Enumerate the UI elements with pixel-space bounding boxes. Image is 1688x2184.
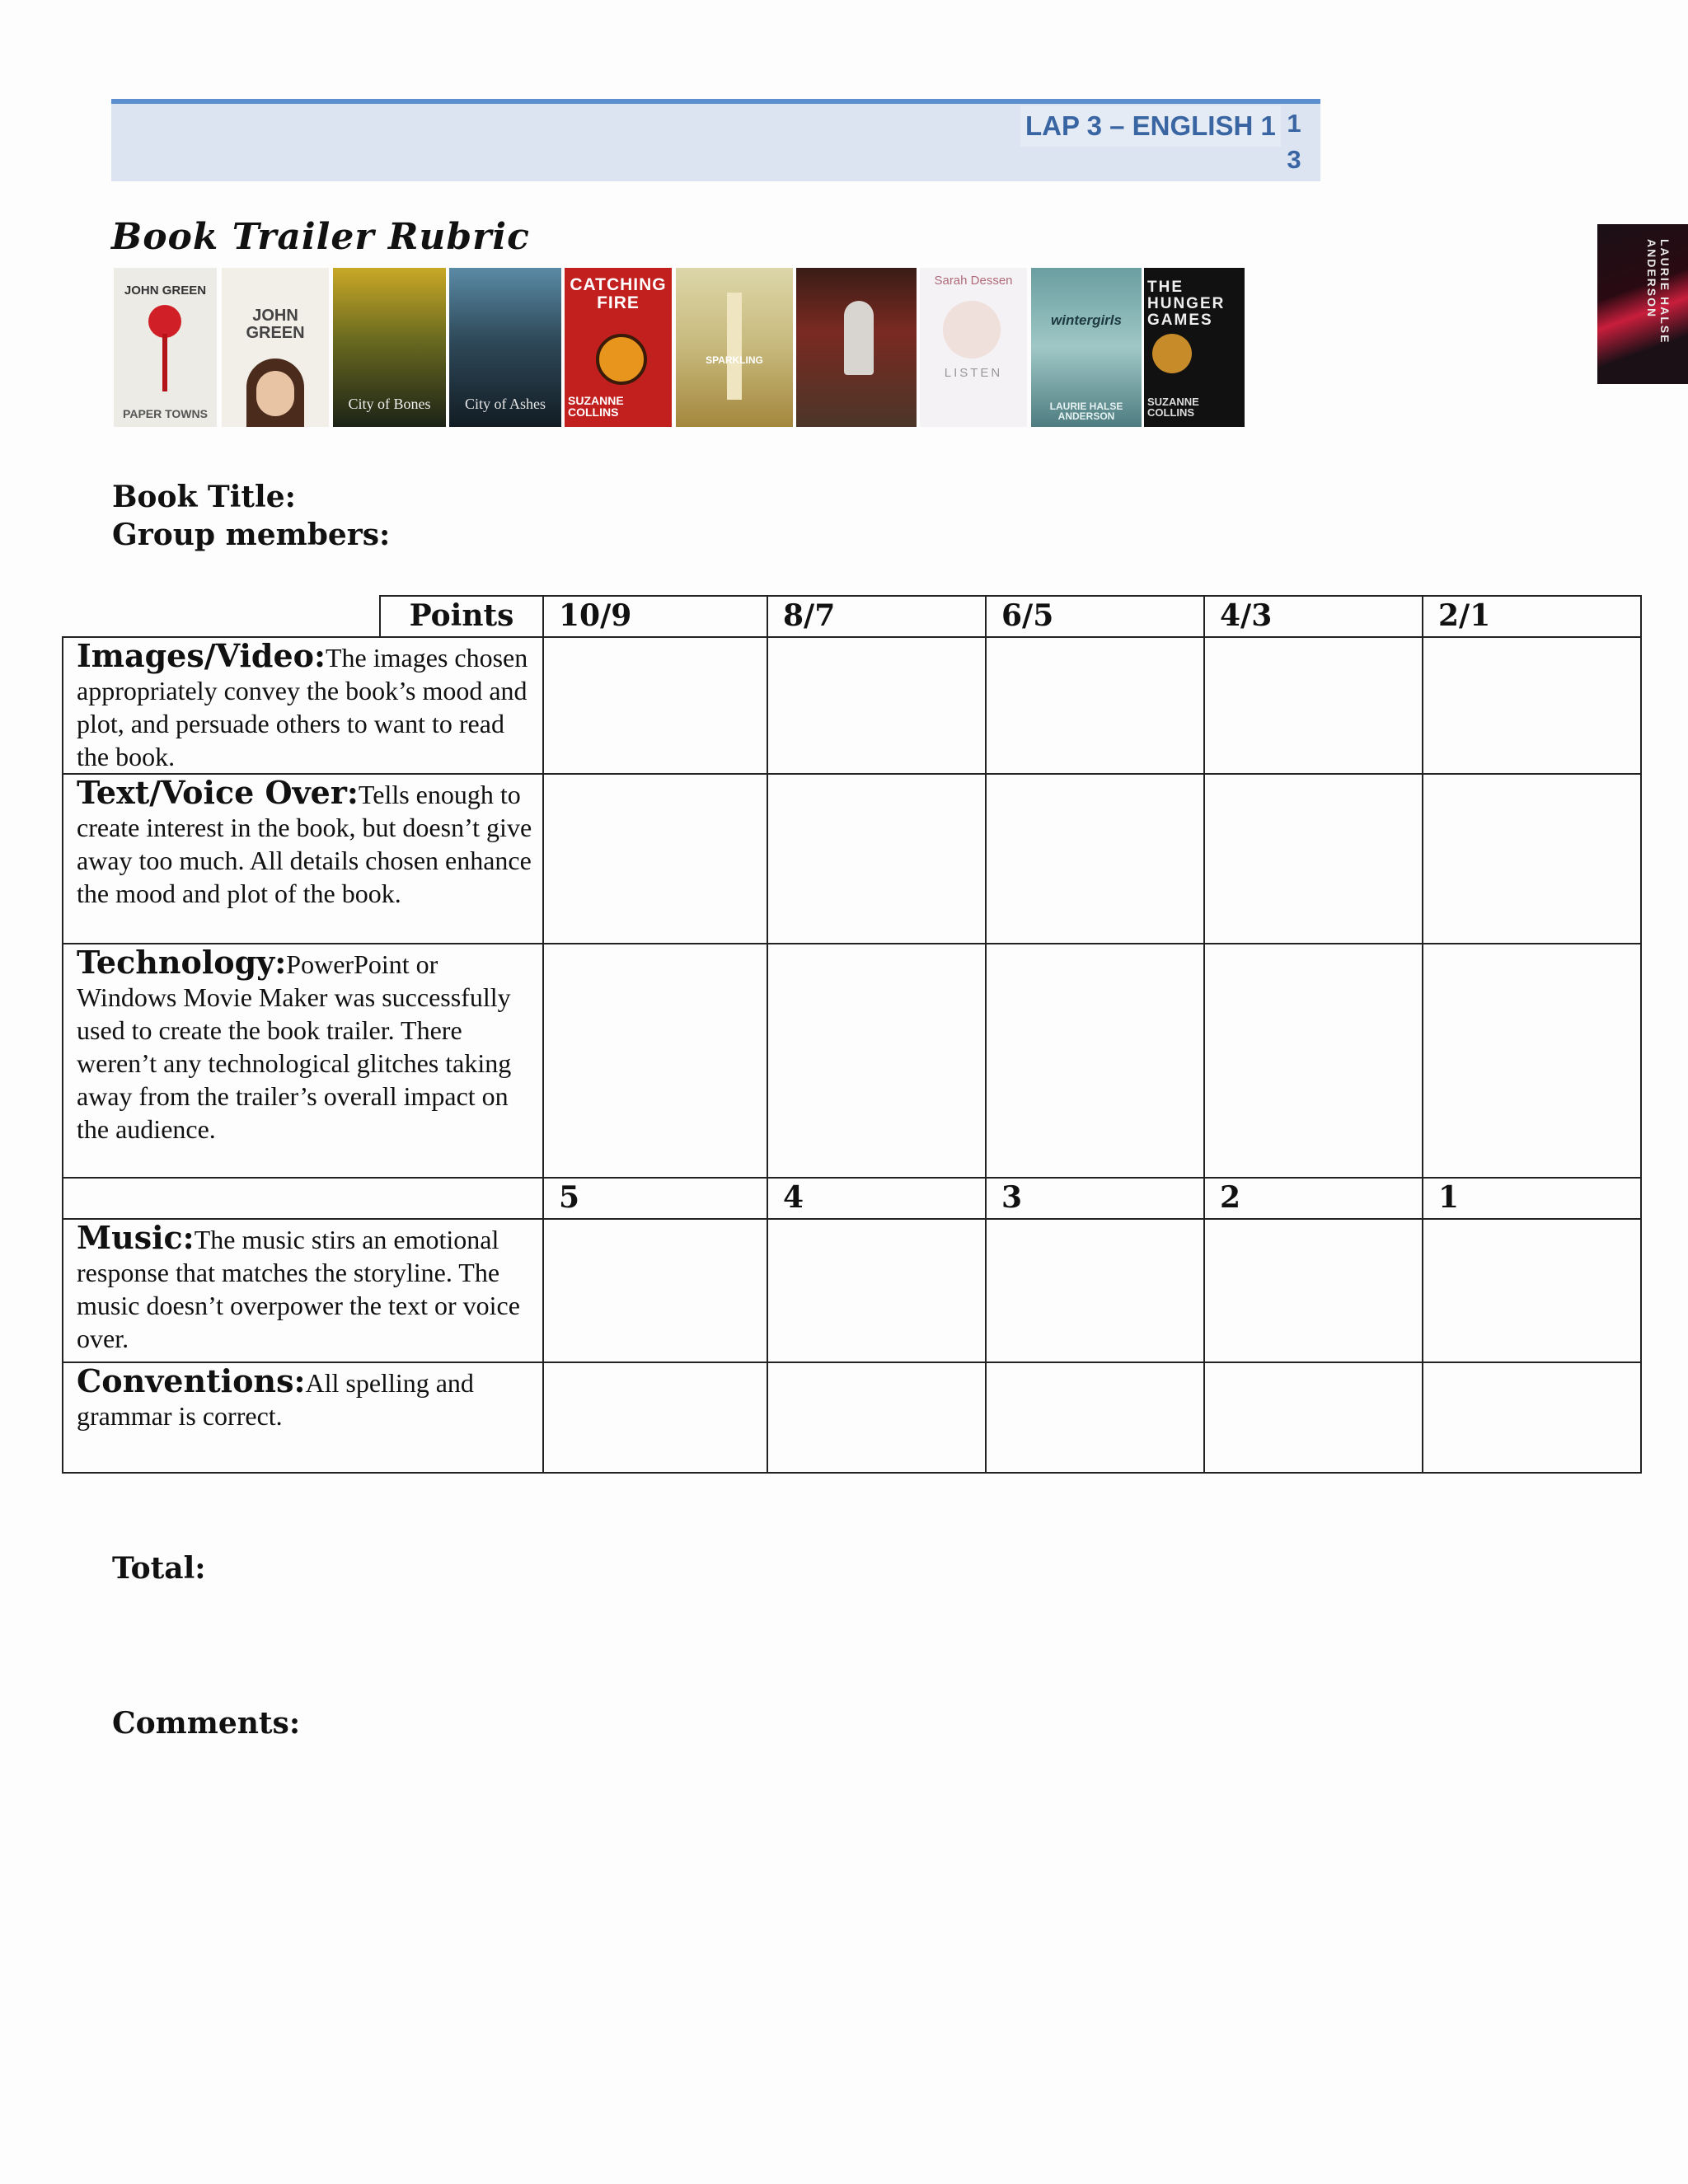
criterion-description: The music stirs an emotional response that matches the storyline. The music doesn’t overpower the text or voice over. — [77, 1225, 520, 1353]
score-cell[interactable] — [767, 1362, 986, 1473]
page-number-line-1: 1 — [1287, 109, 1301, 138]
score-cell[interactable] — [1423, 944, 1641, 1178]
book-cover-side — [1597, 224, 1688, 384]
cover-text: JOHN GREEN — [246, 307, 305, 342]
score-cell[interactable] — [767, 774, 986, 944]
score-cell[interactable] — [767, 944, 986, 1178]
criterion-name: Images/Video: — [77, 637, 326, 674]
score-cell[interactable] — [767, 637, 986, 774]
header-title: LAP 3 – ENGLISH 1 — [1020, 105, 1281, 147]
score-cell[interactable] — [543, 944, 767, 1178]
points-header: Points — [380, 596, 543, 637]
criterion-row — [63, 1362, 1641, 1473]
criterion-cell — [63, 1362, 543, 1473]
criterion-name: Conventions: — [77, 1362, 306, 1399]
blank-corner — [63, 596, 380, 637]
book-cover-city-of-bones — [333, 268, 446, 427]
comments-label: Comments: — [112, 1706, 301, 1741]
scale-subheader-row — [63, 1178, 1641, 1219]
cover-text: SPARKLING — [706, 354, 763, 366]
score-cell[interactable] — [543, 774, 767, 944]
score-cell[interactable] — [1423, 774, 1641, 944]
score-cell[interactable] — [767, 1219, 986, 1362]
book-cover-just-listen — [920, 268, 1027, 427]
score-cell[interactable] — [1204, 774, 1423, 944]
score-cell[interactable] — [543, 1362, 767, 1473]
scale-header: 4/3 — [1204, 596, 1423, 637]
score-cell[interactable] — [1204, 1362, 1423, 1473]
score-cell[interactable] — [986, 637, 1204, 774]
criterion-description: Tells enough to create interest in the book, but doesn’t give away too much. All details chosen enhance the mood and plot of the book. — [77, 780, 532, 908]
score-cell[interactable] — [986, 1219, 1204, 1362]
cover-text: SUZANNE COLLINS — [568, 393, 624, 419]
score-cell[interactable] — [986, 774, 1204, 944]
book-cover-swing — [796, 268, 917, 427]
criterion-description: All spelling and grammar is correct. — [77, 1368, 474, 1431]
scale-header: 6/5 — [986, 596, 1204, 637]
scale-header: 2 — [1204, 1178, 1423, 1219]
cover-text: wintergirls — [1051, 312, 1122, 328]
criterion-row — [63, 944, 1641, 1178]
criterion-row — [63, 637, 1641, 774]
score-cell[interactable] — [1204, 637, 1423, 774]
cover-text: City of Bones — [348, 396, 431, 413]
scale-header: 4 — [767, 1178, 986, 1219]
scale-header: 3 — [986, 1178, 1204, 1219]
criterion-row — [63, 1219, 1641, 1362]
book-cover-hunger-games — [1144, 268, 1245, 427]
criterion-cell — [63, 774, 543, 944]
book-title-label: Book Title: — [112, 480, 296, 514]
book-cover-katherines — [222, 268, 329, 427]
score-cell[interactable] — [986, 944, 1204, 1178]
criterion-description: The images chosen appropriately convey the book’s mood and plot, and persuade others to want to read the book. — [77, 643, 528, 771]
criterion-name: Technology: — [77, 944, 287, 981]
score-cell[interactable] — [1423, 1362, 1641, 1473]
score-cell[interactable] — [1204, 1219, 1423, 1362]
criterion-cell — [63, 637, 543, 774]
criterion-row — [63, 774, 1641, 944]
group-members-label: Group members: — [112, 518, 391, 552]
side-cover-text: LAURIE HALSE ANDERSON — [1645, 239, 1672, 344]
scale-header: 8/7 — [767, 596, 986, 637]
page-number — [1282, 105, 1306, 178]
scale-header-row — [63, 596, 1641, 637]
book-cover-city-of-ashes — [449, 268, 561, 427]
rubric-table — [62, 595, 1642, 1474]
cover-text: THE HUNGER GAMES — [1147, 279, 1226, 329]
scale-header: 10/9 — [543, 596, 767, 637]
page-number-line-2: 3 — [1287, 145, 1301, 174]
criterion-name: Music: — [77, 1219, 195, 1256]
score-cell[interactable] — [1204, 944, 1423, 1178]
book-cover-wintergirls — [1031, 268, 1142, 427]
scale-header: 5 — [543, 1178, 767, 1219]
cover-text: JOHN GREEN — [124, 284, 207, 298]
book-cover-paper-towns — [114, 268, 217, 427]
cover-text: SUZANNE COLLINS — [1147, 395, 1199, 419]
cover-text: PAPER TOWNS — [123, 407, 208, 421]
rubric-title: Book Trailer Rubric — [111, 216, 530, 258]
score-cell[interactable] — [1423, 1219, 1641, 1362]
criterion-cell — [63, 1219, 543, 1362]
criterion-name: Text/Voice Over: — [77, 774, 359, 811]
scale-header: 2/1 — [1423, 596, 1641, 637]
score-cell[interactable] — [1423, 637, 1641, 774]
cover-text: LISTEN — [944, 366, 1003, 380]
scale-header: 1 — [1423, 1178, 1641, 1219]
blank-label-cell — [63, 1178, 543, 1219]
total-label: Total: — [112, 1551, 206, 1586]
cover-text: City of Ashes — [464, 396, 546, 413]
score-cell[interactable] — [986, 1362, 1204, 1473]
cover-text: LAURIE HALSE ANDERSON — [1049, 400, 1123, 423]
criterion-cell — [63, 944, 543, 1178]
score-cell[interactable] — [543, 637, 767, 774]
criterion-description: PowerPoint or Windows Movie Maker was successfully used to create the book trailer. There weren’t any technological glitches taking away from the trailer’s overall impact on the audience. — [77, 949, 512, 1144]
score-cell[interactable] — [543, 1219, 767, 1362]
book-cover-catching-fire — [565, 268, 672, 427]
book-cover-sparkling — [676, 268, 793, 427]
cover-text: CATCHING FIRE — [570, 275, 667, 313]
cover-text: Sarah Dessen — [934, 274, 1013, 288]
